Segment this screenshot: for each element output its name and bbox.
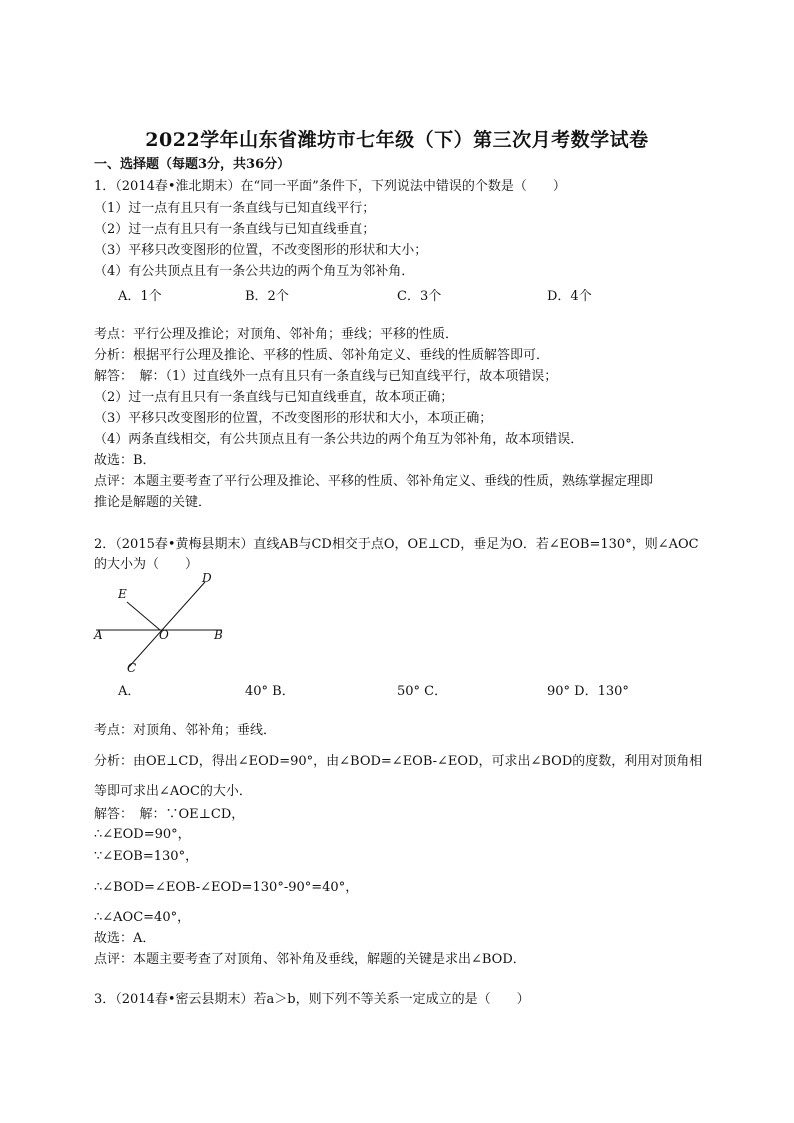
q2-jieda-2: ∴∠EOD=90°， bbox=[94, 827, 191, 842]
q2-option-d: 90° D．130° bbox=[547, 684, 629, 699]
q2-jieda-5: ∴∠AOC=40°， bbox=[94, 910, 191, 925]
q1-answer: 故选：B． bbox=[94, 453, 156, 468]
q2-option-a: A． bbox=[118, 684, 141, 699]
q1-fenxi: 分析：根据平行公理及推论、平移的性质、邻补角定义、垂线的性质解答即可． bbox=[94, 348, 550, 363]
q1-dianping-2: 推论是解题的关键． bbox=[94, 495, 212, 510]
label-a: A bbox=[94, 628, 103, 642]
q1-item-4: （4）有公共顶点且有一条公共边的两个角互为邻补角． bbox=[94, 264, 415, 279]
label-o: O bbox=[159, 628, 169, 642]
ray-oe bbox=[127, 602, 160, 630]
label-d: D bbox=[202, 571, 212, 585]
q2-jieda-3: ∵∠EOB=130°， bbox=[94, 849, 199, 864]
q1-option-b: B．2个 bbox=[245, 289, 289, 304]
q1-option-c: C．3个 bbox=[397, 289, 442, 304]
q2-fenxi-1: 分析：由OE⊥CD，得出∠EOD=90°，由∠BOD=∠EOB-∠EOD，可求出∠BOD的度数，利用对顶角相 bbox=[94, 754, 703, 769]
q1-kaodian: 考点：平行公理及推论；对顶角、邻补角；垂线；平移的性质． bbox=[94, 327, 459, 342]
q2-dianping: 点评：本题主要考查了对顶角、邻补角及垂线，解题的关键是求出∠BOD． bbox=[94, 952, 526, 967]
q1-item-2: （2）过一点有且只有一条直线与已知直线垂直； bbox=[94, 222, 376, 237]
q3-stem: 3．（2014春•密云县期末）若a＞b，则下列不等关系一定成立的是（ ） bbox=[94, 992, 530, 1007]
q2-stem-1: 2．（2015春•黄梅县期末）直线AB与CD相交于点O，OE⊥CD，垂足为O．若∠EOB=130°，则∠AOC bbox=[94, 537, 699, 552]
q1-item-1: （1）过一点有且只有一条直线与已知直线平行； bbox=[94, 201, 376, 216]
q1-option-d: D．4个 bbox=[547, 289, 592, 304]
q2-answer: 故选：A． bbox=[94, 931, 156, 946]
q1-jieda-1: 解答： 解：（1）过直线外一点有且只有一条直线与已知直线平行，故本项错误； bbox=[94, 369, 558, 384]
line-cd bbox=[128, 582, 205, 668]
page-title: 2022学年山东省潍坊市七年级（下）第三次月考数学试卷 bbox=[145, 129, 649, 151]
label-c: C bbox=[127, 661, 137, 675]
geometry-figure bbox=[90, 568, 230, 678]
label-e: E bbox=[118, 587, 127, 601]
q1-option-a: A．1个 bbox=[118, 289, 162, 304]
q2-jieda-1: 解答： 解：∵OE⊥CD， bbox=[94, 807, 245, 822]
q2-jieda-4: ∴∠BOD=∠EOB-∠EOD=130°-90°=40°， bbox=[94, 880, 359, 895]
q1-stem: 1．（2014春•淮北期末）在“同一平面”条件下，下列说法中错误的个数是（ ） bbox=[94, 179, 566, 194]
q1-jieda-4: （4）两条直线相交，有公共顶点且有一条公共边的两个角互为邻补角，故本项错误． bbox=[94, 432, 584, 447]
q2-kaodian: 考点：对顶角、邻补角；垂线． bbox=[94, 723, 277, 738]
section-heading: 一、选择题（每题3分，共36分） bbox=[94, 157, 291, 172]
q1-jieda-2: （2）过一点有且只有一条直线与已知直线垂直，故本项正确； bbox=[94, 390, 454, 405]
q2-option-b: 40° B． bbox=[245, 684, 295, 699]
q2-stem-2: 的大小为（ ） bbox=[94, 557, 199, 572]
label-b: B bbox=[214, 628, 223, 642]
q1-jieda-3: （3）平移只改变图形的位置，不改变图形的形状和大小，本项正确； bbox=[94, 411, 493, 426]
q2-fenxi-2: 等即可求出∠AOC的大小． bbox=[94, 784, 252, 799]
q2-option-c: 50° C． bbox=[397, 684, 448, 699]
q1-dianping-1: 点评：本题主要考查了平行公理及推论、平移的性质、邻补角定义、垂线的性质，熟练掌握定理即 bbox=[94, 474, 654, 489]
q1-item-3: （3）平移只改变图形的位置，不改变图形的形状和大小； bbox=[94, 243, 428, 258]
